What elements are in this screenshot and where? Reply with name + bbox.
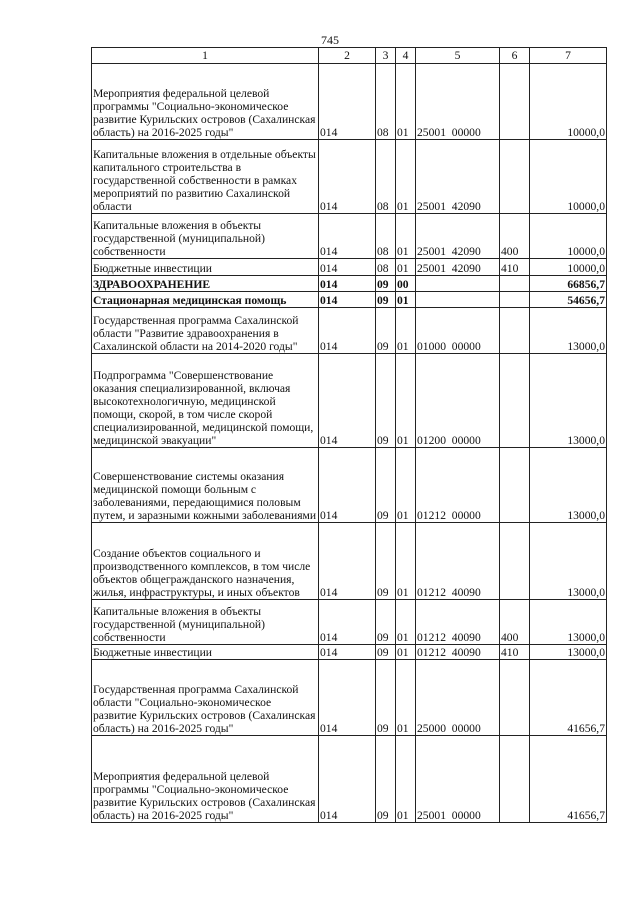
- row-ministry-code: 014: [319, 736, 376, 823]
- row-section: 09: [376, 354, 396, 448]
- row-amount: 10000,0: [530, 214, 607, 259]
- row-ministry-code: 014: [319, 140, 376, 214]
- row-name: Стационарная медицинская помощь: [92, 292, 319, 308]
- table-row: [92, 64, 607, 140]
- header-cell-3: 3: [376, 48, 396, 64]
- row-target-article: 25000 00000: [416, 660, 500, 736]
- row-section: 09: [376, 276, 396, 292]
- row-name: Совершенствование системы оказания медицинской помощи больным с заболеваниями, передающимися половым путем, и заразными кожными заболеваниями: [92, 448, 319, 523]
- row-ministry-code: 014: [319, 214, 376, 259]
- row-amount: 10000,0: [530, 64, 607, 140]
- row-target-article: 25001 42090: [416, 140, 500, 214]
- row-subsection: 01: [396, 736, 416, 823]
- row-section: 09: [376, 600, 396, 645]
- row-ministry-code: 014: [319, 308, 376, 354]
- row-expense-type: [500, 276, 530, 292]
- row-target-article: 01212 40090: [416, 600, 500, 645]
- row-amount: 13000,0: [530, 600, 607, 645]
- row-subsection: 01: [396, 660, 416, 736]
- row-name: Государственная программа Сахалинской области "Развитие здравоохранения в Сахалинской области на 2014-2020 годы": [92, 308, 319, 354]
- row-section: 08: [376, 214, 396, 259]
- row-section: 09: [376, 660, 396, 736]
- row-amount: 13000,0: [530, 448, 607, 523]
- row-target-article: [416, 292, 500, 308]
- table-row: [92, 140, 607, 214]
- table-row: [92, 354, 607, 448]
- row-name: Бюджетные инвестиции: [92, 645, 319, 660]
- row-section: 09: [376, 523, 396, 600]
- row-expense-type: [500, 448, 530, 523]
- row-section: 08: [376, 259, 396, 276]
- row-subsection: 01: [396, 448, 416, 523]
- row-ministry-code: 014: [319, 276, 376, 292]
- row-subsection: 00: [396, 276, 416, 292]
- row-name: Мероприятия федеральной целевой программы "Социально-экономическое развитие Курильских островов (Сахалинская область) на 2016-2025 годы": [92, 736, 319, 823]
- page-number: 745: [321, 33, 339, 47]
- header-cell-1: 1: [92, 48, 319, 64]
- row-subsection: 01: [396, 214, 416, 259]
- row-ministry-code: 014: [319, 448, 376, 523]
- row-expense-type: 410: [500, 645, 530, 660]
- row-subsection: 01: [396, 354, 416, 448]
- row-amount: 41656,7: [530, 736, 607, 823]
- header-cell-4: 4: [396, 48, 416, 64]
- header-cell-6: 6: [500, 48, 530, 64]
- table-row: [92, 259, 607, 276]
- row-name: Государственная программа Сахалинской области "Социально-экономическое развитие Курильских островов (Сахалинская область) на 2016-2025 годы": [92, 660, 319, 736]
- row-amount: 10000,0: [530, 140, 607, 214]
- header-row: [92, 48, 607, 64]
- row-target-article: 25001 00000: [416, 64, 500, 140]
- row-amount: 41656,7: [530, 660, 607, 736]
- row-expense-type: [500, 292, 530, 308]
- row-name: ЗДРАВООХРАНЕНИЕ: [92, 276, 319, 292]
- row-subsection: 01: [396, 259, 416, 276]
- row-expense-type: [500, 523, 530, 600]
- table-row: [92, 292, 607, 308]
- row-ministry-code: 014: [319, 354, 376, 448]
- row-subsection: 01: [396, 292, 416, 308]
- row-expense-type: [500, 308, 530, 354]
- row-subsection: 01: [396, 600, 416, 645]
- row-target-article: 25001 42090: [416, 259, 500, 276]
- row-expense-type: [500, 64, 530, 140]
- row-subsection: 01: [396, 140, 416, 214]
- header-cell-5: 5: [416, 48, 500, 64]
- row-ministry-code: 014: [319, 660, 376, 736]
- row-ministry-code: 014: [319, 64, 376, 140]
- row-expense-type: [500, 736, 530, 823]
- row-ministry-code: 014: [319, 292, 376, 308]
- table-row: [92, 736, 607, 823]
- row-name: Капитальные вложения в объекты государственной (муниципальной) собственности: [92, 214, 319, 259]
- row-target-article: 01212 40090: [416, 523, 500, 600]
- row-expense-type: [500, 660, 530, 736]
- row-target-article: [416, 276, 500, 292]
- table-row: [92, 308, 607, 354]
- row-target-article: 01212 00000: [416, 448, 500, 523]
- header-cell-2: 2: [319, 48, 376, 64]
- row-name: Мероприятия федеральной целевой программы "Социально-экономическое развитие Курильских островов (Сахалинская область) на 2016-2025 годы": [92, 64, 319, 140]
- row-amount: 13000,0: [530, 645, 607, 660]
- table-row: [92, 523, 607, 600]
- row-name: Бюджетные инвестиции: [92, 259, 319, 276]
- row-target-article: 25001 42090: [416, 214, 500, 259]
- row-section: 09: [376, 736, 396, 823]
- row-target-article: 01000 00000: [416, 308, 500, 354]
- row-subsection: 01: [396, 645, 416, 660]
- row-amount: 13000,0: [530, 354, 607, 448]
- row-section: 09: [376, 448, 396, 523]
- row-ministry-code: 014: [319, 523, 376, 600]
- row-section: 08: [376, 64, 396, 140]
- row-expense-type: [500, 140, 530, 214]
- row-subsection: 01: [396, 64, 416, 140]
- row-name: Капитальные вложения в объекты государственной (муниципальной) собственности: [92, 600, 319, 645]
- row-ministry-code: 014: [319, 259, 376, 276]
- table-row: [92, 660, 607, 736]
- table-row: [92, 276, 607, 292]
- table-row: [92, 645, 607, 660]
- row-name: Капитальные вложения в отдельные объекты капитального строительства в государственной собственности в рамках мероприятий по развитию Сахалинской области: [92, 140, 319, 214]
- row-amount: 10000,0: [530, 259, 607, 276]
- row-name: Создание объектов социального и производственного комплексов, в том числе объектов общегражданского назначения, жилья, инфраструктуры, и иных объектов: [92, 523, 319, 600]
- row-target-article: 25001 00000: [416, 736, 500, 823]
- row-section: 08: [376, 140, 396, 214]
- row-target-article: 01212 40090: [416, 645, 500, 660]
- row-section: 09: [376, 292, 396, 308]
- row-section: 09: [376, 308, 396, 354]
- table-row: [92, 448, 607, 523]
- table-body: [92, 48, 607, 823]
- row-target-article: 01200 00000: [416, 354, 500, 448]
- row-expense-type: [500, 354, 530, 448]
- row-amount: 13000,0: [530, 523, 607, 600]
- row-amount: 54656,7: [530, 292, 607, 308]
- row-amount: 13000,0: [530, 308, 607, 354]
- row-section: 09: [376, 645, 396, 660]
- row-subsection: 01: [396, 308, 416, 354]
- budget-table: [91, 47, 607, 823]
- row-name: Подпрограмма "Совершенствование оказания специализированной, включая высокотехнологичную, медицинской помощи, скорой, в том числе скорой специализированной, медицинской помощи, медицинской эвакуации": [92, 354, 319, 448]
- row-amount: 66856,7: [530, 276, 607, 292]
- row-ministry-code: 014: [319, 600, 376, 645]
- row-expense-type: 400: [500, 214, 530, 259]
- row-ministry-code: 014: [319, 645, 376, 660]
- table-row: [92, 600, 607, 645]
- table-row: [92, 214, 607, 259]
- row-subsection: 01: [396, 523, 416, 600]
- header-cell-7: 7: [530, 48, 607, 64]
- row-expense-type: 410: [500, 259, 530, 276]
- row-expense-type: 400: [500, 600, 530, 645]
